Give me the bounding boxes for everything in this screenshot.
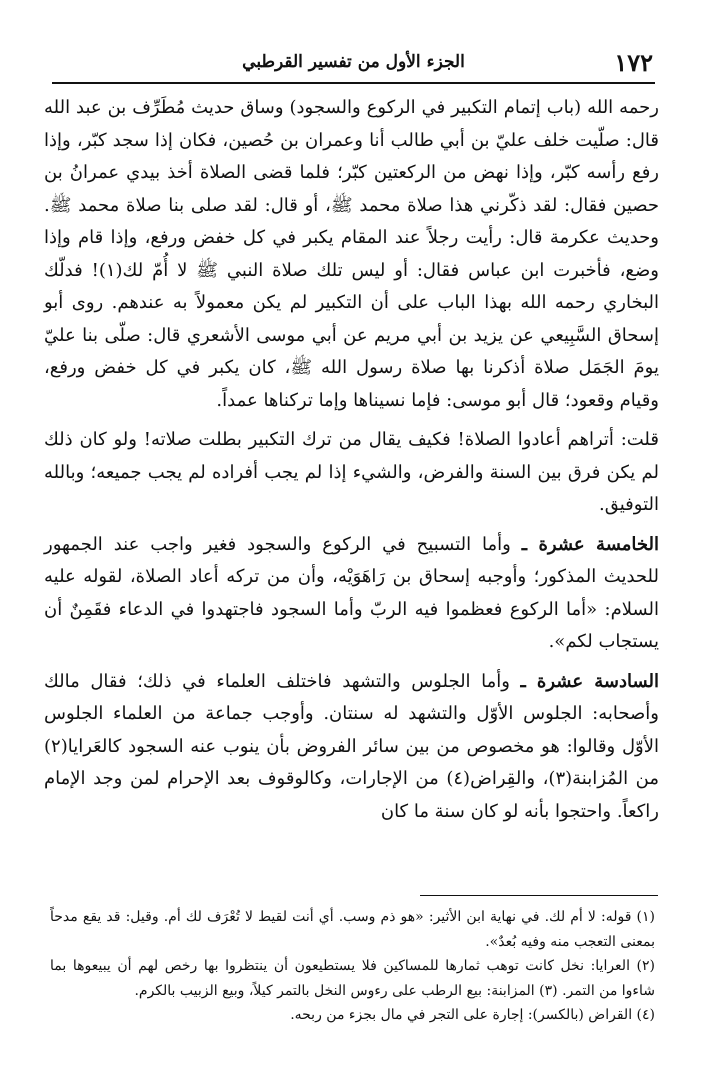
page-number: ١٧٢	[614, 48, 653, 77]
footnote-1: (١) قوله: لا أم لك. في نهاية ابن الأثير: «هو ذم وسب. أي أنت لقيط لا تُعْرَف لك أم. وقيل: قد يقع مدحاً بمعنى التعجب منه وفيه بُعدٌ».	[50, 909, 655, 950]
paragraph-2: قلت: أتراهم أعادوا الصلاة! فكيف يقال من ترك التكبير بطلت صلاته! ولو كان ذلك لم يكن فرق بين السنة والفرض، والشيء إذا لم يجب أفراده لم يجب جميعه؛ وبالله التوفيق.	[44, 429, 659, 515]
footnote-4: (٤) القراض (بالكسر): إجارة على التجر في مال بجزء من ربحه.	[290, 1007, 655, 1023]
page-header	[52, 46, 655, 84]
footnote-divider	[420, 895, 658, 896]
running-title: الجزء الأول من تفسير القرطبي	[242, 52, 465, 72]
paragraph-1: رحمه الله (باب إتمام التكبير في الركوع والسجود) وساق حديث مُطَرِّف بن عبد الله قال: صلّيت خلف عليّ بن أبي طالب أنا وعمران بن حُصين، فكان إذا سجد كبّر، وإذا رفع رأسه كبّر، وإذا نهض من الركعتين كبّر؛ فلما قضى الصلاة أخذ بيدي عمرانُ بن حصين فقال: لقد ذكّرني هذا صلاة محمد ﷺ، أو قال: لقد صلى بنا صلاة محمد ﷺ. وحديث عكرمة قال: رأيت رجلاً عند المقام يكبر في كل خفض ورفع، وإذا قام وإذا وضع، فأخبرت ابن عباس فقال: أو ليس تلك صلاة النبي ﷺ لا أُمّ لك(١)! فدلّك البخاري رحمه الله بهذا الباب على أن التكبير لم يكن معمولاً به عندهم. روى أبو إسحاق السَّبِيعي عن يزيد بن أبي مريم عن أبي موسى الأشعري قال: صلّى بنا عليّ يومَ الجَمَل صلاة أذكرنا بها صلاة رسول الله ﷺ، كان يكبر في كل خفض ورفع، وقيام وقعود؛ قال أبو موسى: فإما نسيناها وإما تركناها عمداً.	[44, 97, 659, 411]
section-heading-15: الخامسة عشرة ـ	[521, 533, 659, 555]
paragraph-3-text: وأما التسبيح في الركوع والسجود فغير واجب عند الجمهور للحديث المذكور؛ وأوجبه إسحاق بن رَاهَوَيْه، وأن من تركه أعاد الصلاة، لقوله عليه السلام: «أما الركوع فعظموا فيه الربّ وأما السجود فاجتهدوا في الدعاء فقَمِنٌ أن يستجاب لكم».	[44, 533, 659, 652]
paragraph-4	[44, 666, 659, 829]
paragraph-3	[44, 529, 659, 659]
section-heading-16: السادسة عشرة ـ	[520, 670, 659, 692]
footnotes	[50, 905, 655, 1028]
paragraph-4-text: وأما الجلوس والتشهد فاختلف العلماء في ذلك؛ فقال مالك وأصحابه: الجلوس الأوّل والتشهد له سنتان. وأوجب جماعة من العلماء الجلوس الأوّل وقالوا: هو مخصوص من بين سائر الفروض بأن ينوب عنه السجود كالعَرايا(٢) من المُزابنة(٣)، والقِراض(٤) من الإجارات، وكالوقوف بعد الإحرام لمن وجد الإمام راكعاً. واحتجوا بأنه لو كان سنة ما كان	[44, 670, 659, 822]
footnote-3: (٣) المزابنة: بيع الرطب على رءوس النخل بالتمر كيلاً، وبيع الزبيب بالكرم.	[134, 982, 558, 999]
footnote-2-3	[50, 954, 655, 1003]
main-text	[44, 92, 659, 828]
footnote-2: (٢) العرايا: نخل كانت توهب ثمارها للمساكين فلا يستطيعون أن ينتظروا بها رخص لهم أن يبيعوها بما شاءوا من التمر.	[50, 958, 655, 999]
